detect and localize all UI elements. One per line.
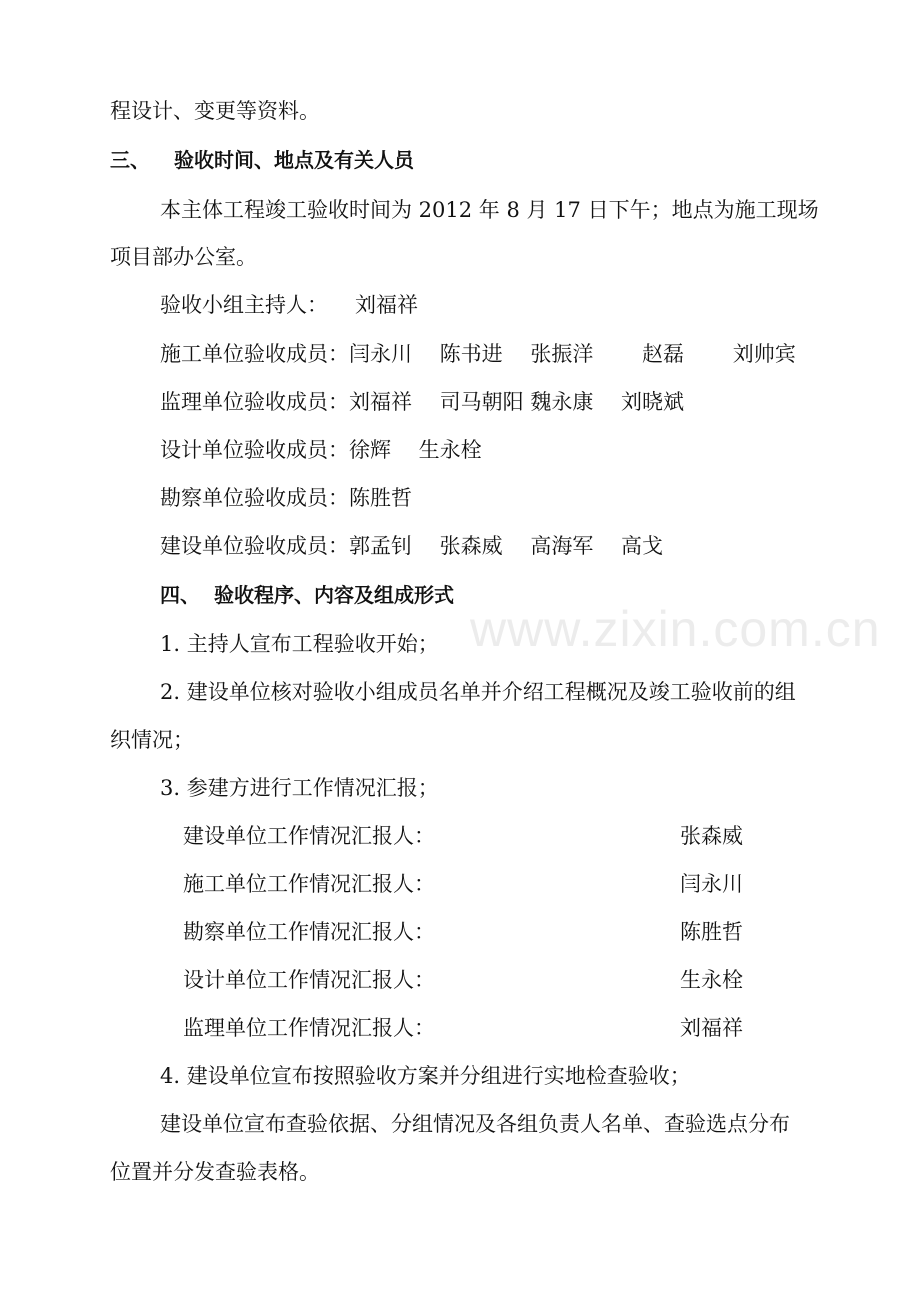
- reporter-row: [183, 870, 803, 898]
- reporter-name: 闫永川: [680, 872, 743, 896]
- reporter-row: [183, 1014, 803, 1042]
- reporter-row: [183, 918, 803, 946]
- member-row: [160, 436, 482, 464]
- reporter-label: 施工单位工作情况汇报人：: [183, 872, 435, 896]
- section-number: 三、: [110, 148, 150, 172]
- reporter-row: [183, 822, 803, 850]
- member-names: 郭孟钊 张森威 高海军 高戈: [349, 534, 664, 558]
- section-title: 验收程序、内容及组成形式: [214, 583, 454, 607]
- step-line: 2. 建设单位核对验收小组成员名单并介绍工程概况及竣工验收前的组: [160, 680, 796, 704]
- reporter-name: 陈胜哲: [680, 920, 743, 944]
- member-label: 勘察单位验收成员：: [160, 486, 349, 510]
- member-names: 陈胜哲: [349, 486, 412, 510]
- section-title: 验收时间、地点及有关人员: [174, 148, 414, 172]
- paragraph-line: 位置并分发查验表格。: [110, 1160, 320, 1184]
- section-heading-3: [110, 146, 414, 174]
- member-row: [160, 340, 796, 368]
- member-label: 设计单位验收成员：: [160, 438, 349, 462]
- reporter-name: 张森威: [680, 824, 743, 848]
- member-row: [160, 388, 684, 416]
- step-line: 3. 参建方进行工作情况汇报；: [160, 776, 439, 800]
- member-row: [160, 484, 412, 512]
- member-names: 刘福祥 司马朝阳 魏永康 刘晓斌: [349, 390, 685, 414]
- reporter-name: 生永栓: [680, 968, 743, 992]
- host-row: [160, 291, 418, 319]
- step-line: 1. 主持人宣布工程验收开始；: [160, 632, 439, 656]
- paragraph-line: 建设单位宣布查验依据、分组情况及各组负责人名单、查验选点分布: [160, 1112, 790, 1136]
- watermark: www.zixin.com.cn: [470, 601, 881, 657]
- paragraph-line: 程设计、变更等资料。: [110, 99, 320, 123]
- step-line: 4. 建设单位宣布按照验收方案并分组进行实地检查验收；: [160, 1064, 691, 1088]
- member-names: 徐辉 生永栓: [349, 438, 482, 462]
- paragraph-line: 项目部办公室。: [110, 245, 257, 269]
- reporter-label: 监理单位工作情况汇报人：: [183, 1016, 435, 1040]
- reporter-label: 设计单位工作情况汇报人：: [183, 968, 435, 992]
- member-row: [160, 532, 663, 560]
- reporter-label: 勘察单位工作情况汇报人：: [183, 920, 435, 944]
- section-heading-4: [160, 581, 454, 609]
- host-label: 验收小组主持人：: [160, 293, 328, 317]
- member-label: 建设单位验收成员：: [160, 534, 349, 558]
- paragraph-line: 本主体工程竣工验收时间为 2012 年 8 月 17 日下午；地点为施工现场: [160, 198, 819, 222]
- reporter-row: [183, 966, 803, 994]
- reporter-name: 刘福祥: [680, 1016, 743, 1040]
- member-label: 监理单位验收成员：: [160, 390, 349, 414]
- member-label: 施工单位验收成员：: [160, 342, 349, 366]
- step-line: 织情况；: [110, 728, 194, 752]
- reporter-label: 建设单位工作情况汇报人：: [183, 824, 435, 848]
- host-name: 刘福祥: [355, 293, 418, 317]
- member-names: 闫永川 陈书进 张振洋 赵磊 刘帅宾: [349, 342, 796, 366]
- section-number: 四、: [160, 583, 200, 607]
